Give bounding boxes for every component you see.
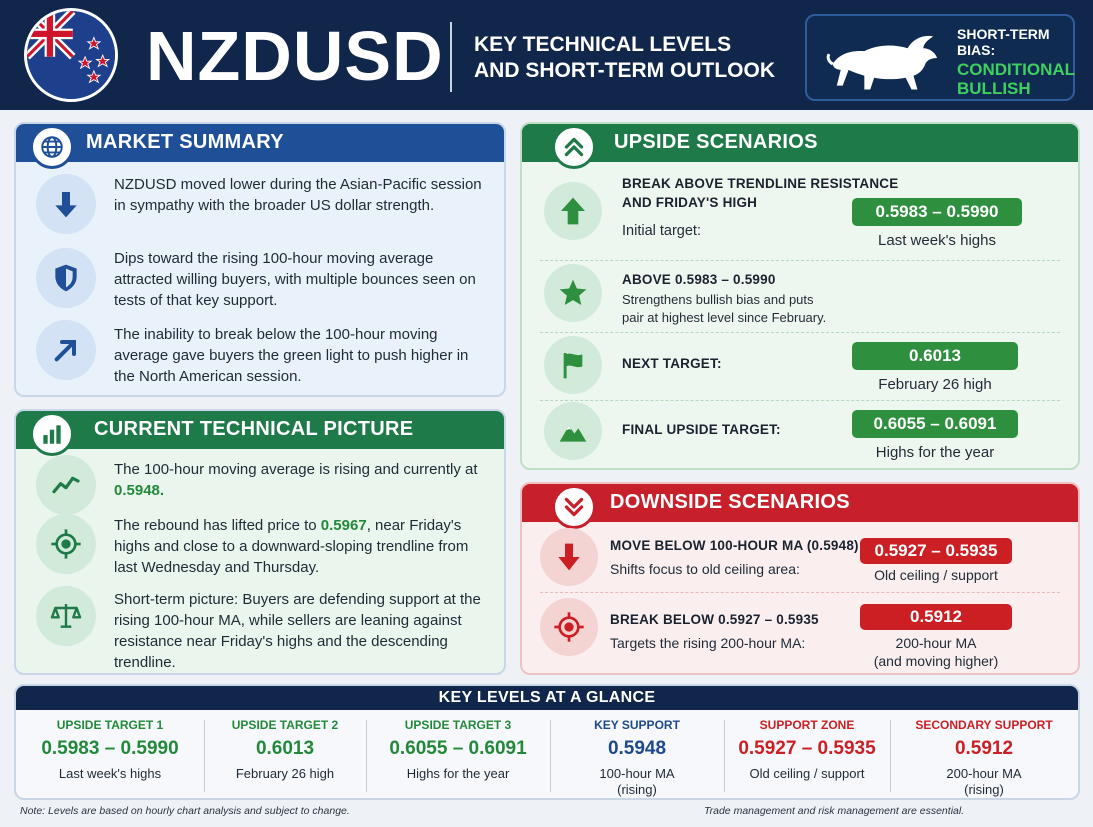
key-level-note: [204, 766, 366, 782]
crosshair-icon: [540, 598, 598, 656]
bias-value: [957, 60, 1075, 98]
bull-icon: [825, 24, 943, 96]
key-level-note: [550, 766, 724, 798]
key-level-note-1: 100-hour MA: [599, 766, 675, 781]
bar-chart-icon: [30, 412, 74, 456]
key-level-support-zone: [724, 710, 890, 800]
technical-item-3: Short-term picture: Buyers are defending support at the rising 100-hour MA, while sellers are leaning against resistance near Friday's highs and the descending trendline.: [114, 591, 481, 671]
upside-row-1-value: 0.5983 – 0.5990: [852, 198, 1022, 226]
bias-label: [957, 26, 1050, 58]
technical-item-1: [114, 459, 489, 501]
key-level-note: [366, 766, 550, 782]
technical-item-2: [114, 515, 489, 578]
scales-icon: [36, 586, 96, 646]
downside-row-2-note-line2: (and moving higher): [873, 653, 999, 669]
globe-icon: [30, 125, 74, 169]
market-summary-title: MARKET SUMMARY: [86, 131, 284, 153]
price-value: 0.5967: [320, 517, 367, 534]
key-level-note-1: February 26 high: [235, 766, 335, 781]
key-level-label: KEY SUPPORT: [594, 718, 680, 732]
upside-row-4-title: FINAL UPSIDE TARGET:: [622, 422, 781, 437]
upside-row-2-desc-line1: Strengthens bullish bias and puts: [622, 292, 814, 307]
key-levels-title: KEY LEVELS AT A GLANCE: [16, 686, 1078, 710]
double-chevron-up-icon: [552, 125, 596, 169]
header-subtitle: [474, 32, 775, 84]
downside-row-1-desc: Shifts focus to old ceiling area:: [610, 561, 800, 577]
upside-scenarios-panel: [520, 122, 1080, 470]
key-level-value: 0.5983 – 0.5990: [41, 738, 179, 759]
arrow-down-icon: [540, 528, 598, 586]
market-summary-panel: [14, 122, 506, 397]
upside-row-1-title-line1: BREAK ABOVE TRENDLINE RESISTANCE: [622, 176, 899, 191]
key-level-value: 0.6055 – 0.6091: [389, 738, 527, 759]
downside-divider: [540, 592, 1060, 593]
technical-picture-panel: [14, 409, 506, 675]
downside-row-2-value: 0.5912: [860, 604, 1012, 630]
downside-scenarios-panel: [520, 482, 1080, 675]
key-level-label: UPSIDE TARGET 1: [56, 718, 164, 732]
upside-row-2-title: ABOVE 0.5983 – 0.5990: [622, 272, 776, 287]
arrow-down-icon: [36, 174, 96, 234]
key-level-note-2: (rising): [617, 782, 657, 797]
technical-item-2-pre: The rebound has lifted price to: [114, 517, 317, 534]
upside-divider-1: [540, 260, 1060, 261]
key-level-label: SUPPORT ZONE: [759, 718, 855, 732]
bias-label-line2: BIAS:: [957, 42, 996, 58]
key-level-note: [890, 766, 1078, 798]
bias-value-line1: CONDITIONAL: [957, 60, 1076, 79]
double-chevron-down-icon: [552, 485, 596, 529]
upside-row-4-note: Highs for the year: [875, 444, 995, 461]
downside-row-1-value: 0.5927 – 0.5935: [860, 538, 1012, 564]
key-level-note: [724, 766, 890, 782]
key-level-support: [550, 710, 724, 800]
key-level-value: 0.6013: [255, 738, 315, 759]
key-levels-box: [14, 684, 1080, 800]
key-level-note-1: Last week's highs: [58, 766, 162, 781]
key-level-note: [16, 766, 204, 782]
header-divider: [450, 22, 452, 92]
key-level-value: 0.5927 – 0.5935: [738, 738, 876, 759]
header-subtitle-line1: KEY TECHNICAL LEVELS: [474, 33, 732, 56]
header-subtitle-line2: AND SHORT-TERM OUTLOOK: [474, 59, 775, 82]
key-level-note-1: Old ceiling / support: [749, 766, 865, 781]
upside-row-1-note: Last week's highs: [878, 232, 996, 249]
key-level-value: 0.5948: [607, 738, 667, 759]
ma-100-value: 0.5948.: [114, 482, 165, 499]
downside-row-2-title: BREAK BELOW 0.5927 – 0.5935: [610, 612, 819, 627]
shield-icon: [36, 248, 96, 308]
downside-row-2-note-line1: 200-hour MA: [895, 635, 977, 651]
crosshair-icon: [36, 514, 96, 574]
key-level-upside-3: [366, 710, 550, 800]
page-title: NZDUSD: [146, 17, 444, 95]
upside-title: UPSIDE SCENARIOS: [614, 131, 818, 153]
downside-row-1-note: Old ceiling / support: [874, 567, 998, 583]
market-summary-item-1: NZDUSD moved lower during the Asian-Pacific session in sympathy with the broader US dollar strength.: [114, 176, 482, 214]
bias-value-line2: BULLISH: [957, 79, 1031, 98]
arrow-up-icon: [544, 182, 602, 240]
bias-label-line1: SHORT-TERM: [957, 26, 1050, 42]
new-zealand-flag-icon: [24, 8, 118, 102]
star-icon: [544, 264, 602, 322]
upside-row-3-note: February 26 high: [878, 376, 992, 393]
technical-picture-title: CURRENT TECHNICAL PICTURE: [94, 418, 414, 440]
downside-row-2-desc: Targets the rising 200-hour MA:: [610, 635, 806, 651]
upside-divider-2: [540, 332, 1060, 333]
downside-row-2-note: [852, 634, 1020, 670]
upside-row-2-desc-line2: pair at highest level since February.: [622, 310, 827, 325]
downside-title: DOWNSIDE SCENARIOS: [610, 491, 850, 513]
key-level-note-2: (rising): [964, 782, 1004, 797]
key-level-secondary-support: [890, 710, 1078, 800]
upside-row-3-title: NEXT TARGET:: [622, 356, 722, 371]
upside-row-2-desc: [622, 291, 826, 327]
header-banner: [0, 0, 1093, 110]
market-summary-item-3: The inability to break below the 100-hour moving average gave buyers the green light to push higher in the North American session.: [114, 326, 469, 385]
technical-item-2-post: , near Friday's highs and close to a downward-sloping trendline from last Wednesday and Thursday.: [114, 517, 469, 576]
technical-item-1-text: The 100-hour moving average is rising and currently at: [114, 461, 478, 478]
key-level-note-1: Highs for the year: [406, 766, 510, 781]
footnote-right: Trade management and risk management are essential.: [704, 805, 965, 817]
upside-row-4-value: 0.6055 – 0.6091: [852, 410, 1018, 438]
flag-icon: [544, 336, 602, 394]
trend-line-icon: [36, 455, 96, 515]
bias-box: [805, 14, 1075, 101]
upside-divider-3: [540, 400, 1060, 401]
footnote-left: Note: Levels are based on hourly chart analysis and subject to change.: [20, 805, 350, 817]
arrow-up-right-icon: [36, 320, 96, 380]
key-level-upside-2: [204, 710, 366, 800]
key-level-note-1: 200-hour MA: [946, 766, 1022, 781]
upside-row-3-value: 0.6013: [852, 342, 1018, 370]
downside-row-1-title: MOVE BELOW 100-HOUR MA (0.5948): [610, 538, 859, 553]
key-level-value: 0.5912: [954, 738, 1014, 759]
upside-row-1-title-line2: AND FRIDAY'S HIGH: [622, 195, 758, 210]
mountain-icon: [544, 402, 602, 460]
key-level-label: UPSIDE TARGET 3: [404, 718, 512, 732]
key-level-upside-1: [16, 710, 204, 800]
upside-row-1-desc: Initial target:: [622, 223, 701, 239]
market-summary-item-2: Dips toward the rising 100-hour moving average attracted willing buyers, with multiple bounces seen on tests of that key support.: [114, 250, 476, 309]
key-level-label: UPSIDE TARGET 2: [231, 718, 339, 732]
key-level-label: SECONDARY SUPPORT: [915, 718, 1053, 732]
